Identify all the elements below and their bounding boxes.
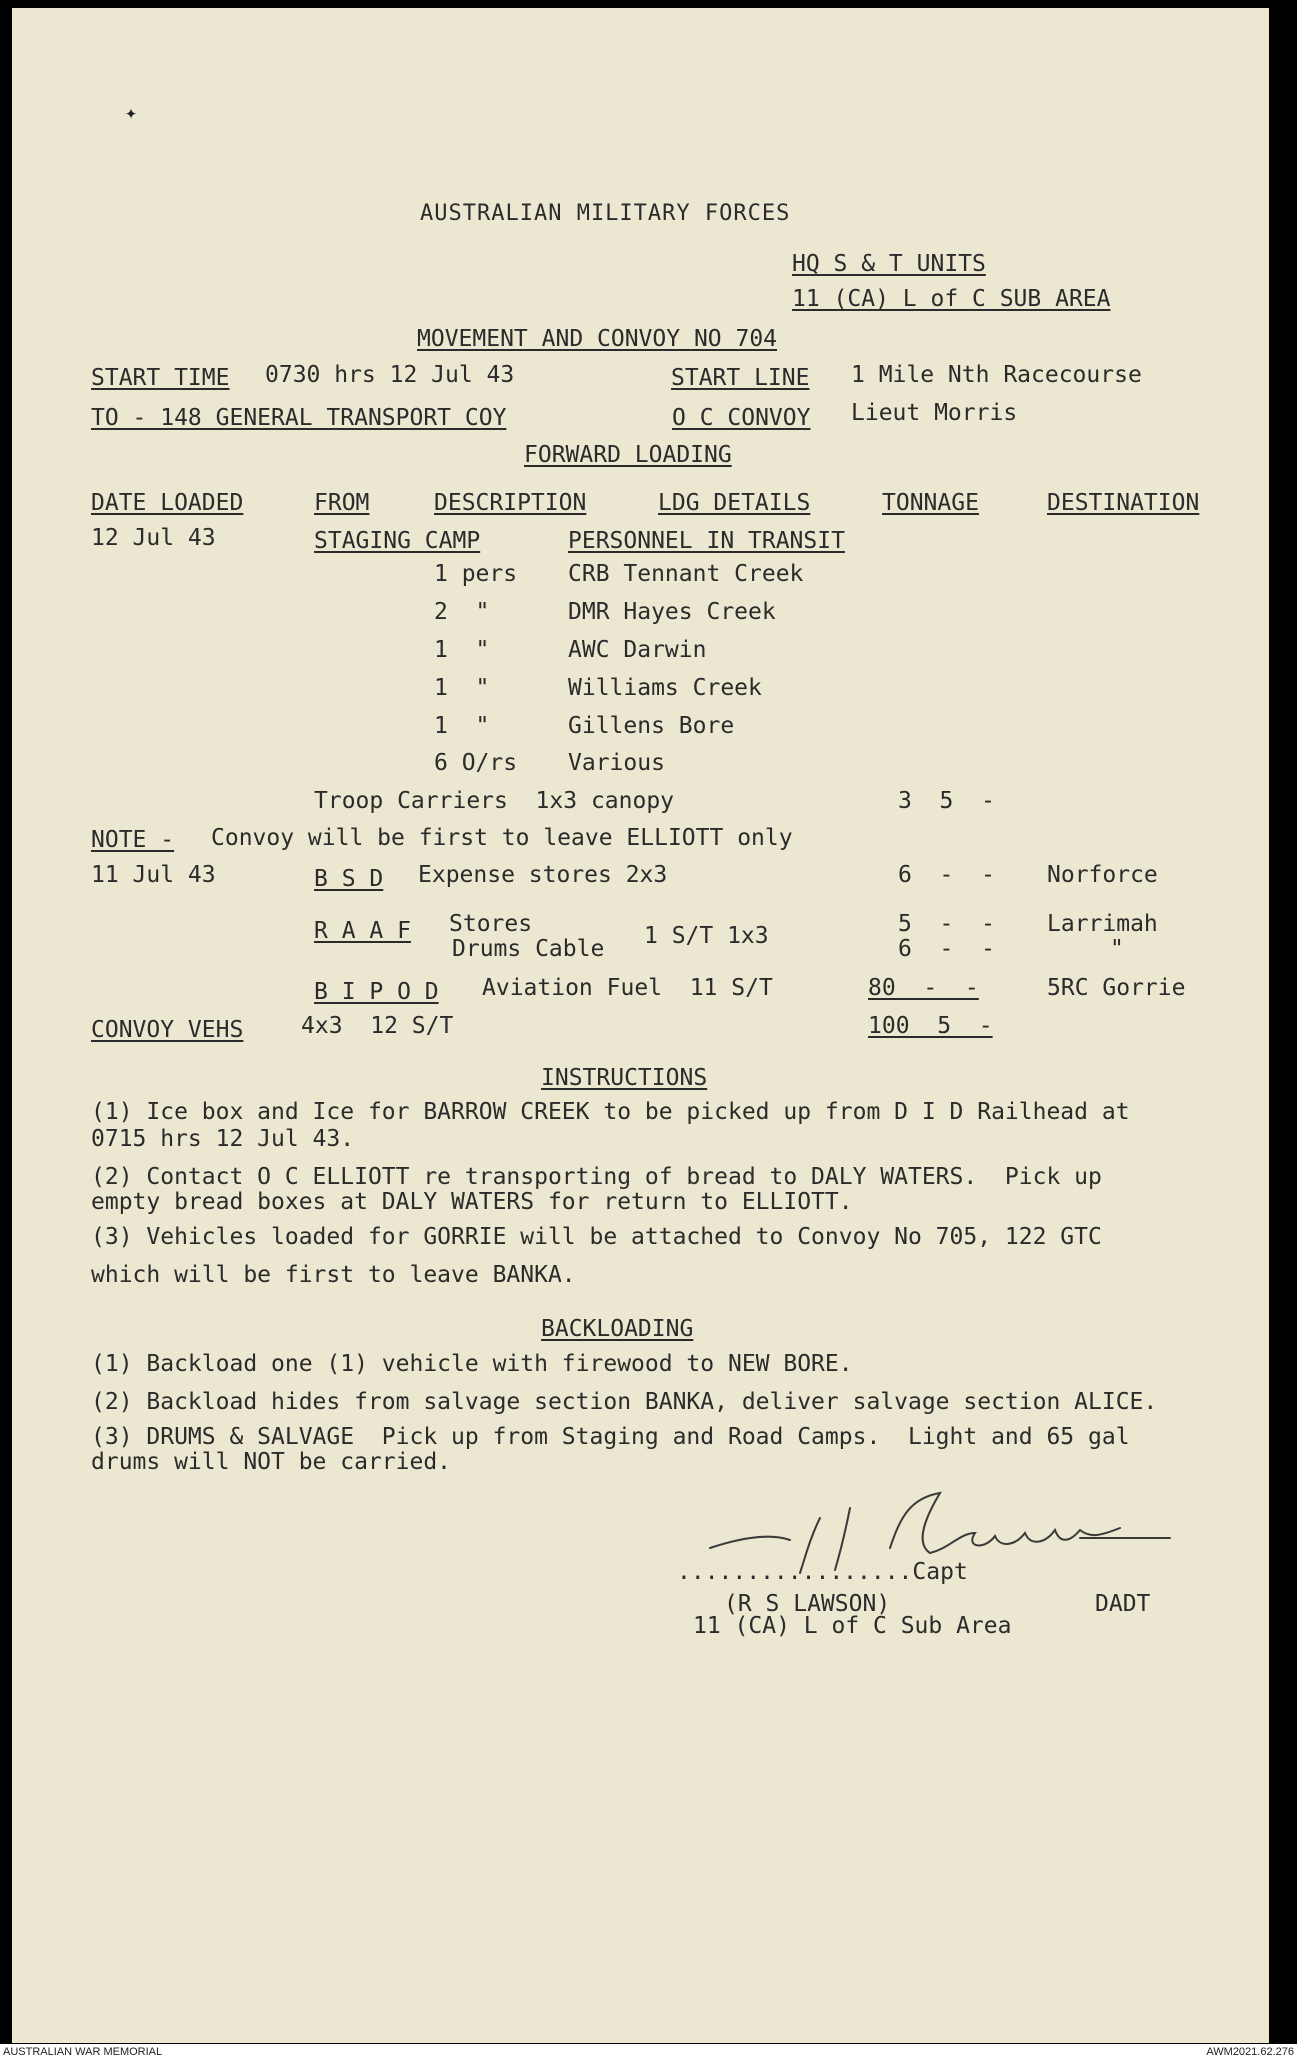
footer-accession-number: AWM2021.62.276	[1206, 2046, 1294, 2058]
raaf-tonnage-1: 5 - -	[898, 911, 995, 937]
hq-line-1: HQ S & T UNITS	[792, 251, 986, 277]
signature-line: .................Capt	[677, 1559, 968, 1585]
raaf-destination-2: "	[1110, 936, 1124, 962]
instruction-3-line-2: which will be first to leave BANKA.	[91, 1262, 576, 1288]
personnel-count: 1 "	[434, 713, 490, 739]
personnel-count: 1 pers	[434, 561, 518, 587]
convoy-vehs-value: 4x3 12 S/T	[301, 1013, 454, 1039]
note-label: NOTE -	[91, 827, 175, 853]
personnel-count: 6 O/rs	[434, 750, 518, 776]
personnel-detail: CRB Tennant Creek	[568, 561, 804, 587]
hq-line-2: 11 (CA) L of C SUB AREA	[792, 286, 1111, 312]
to-line: TO - 148 GENERAL TRANSPORT COY	[91, 405, 507, 431]
instruction-1-line-2: 0715 hrs 12 Jul 43.	[91, 1126, 355, 1152]
raaf-ldg-details: 1 S/T 1x3	[644, 923, 769, 949]
row1-date: 12 Jul 43	[91, 525, 216, 551]
raaf-source: R A A F	[314, 918, 411, 944]
signatory-unit: 11 (CA) L of C Sub Area	[693, 1613, 1012, 1639]
instruction-1-line-1: (1) Ice box and Ice for BARROW CREEK to be picked up from D I D Railhead at	[91, 1099, 1130, 1125]
raaf-description-1: Stores	[449, 911, 533, 937]
instructions-heading: INSTRUCTIONS	[541, 1065, 708, 1091]
personnel-detail: Various	[568, 750, 665, 776]
bsd-tonnage: 6 - -	[898, 862, 995, 888]
personnel-detail: Williams Creek	[568, 675, 762, 701]
instruction-2-line-1: (2) Contact O C ELLIOTT re transporting of bread to DALY WATERS. Pick up	[91, 1164, 1102, 1190]
personnel-count: 1 "	[434, 637, 490, 663]
col-description: DESCRIPTION	[434, 490, 587, 516]
convoy-vehs-label: CONVOY VEHS	[91, 1017, 244, 1043]
start-time-value: 0730 hrs 12 Jul 43	[265, 362, 515, 388]
personnel-detail: Gillens Bore	[568, 713, 735, 739]
col-destination: DESTINATION	[1047, 490, 1200, 516]
instruction-2-line-2: empty bread boxes at DALY WATERS for return to ELLIOTT.	[91, 1189, 853, 1215]
archive-footer	[0, 2044, 1297, 2061]
col-tonnage: TONNAGE	[882, 490, 979, 516]
footer-institution: AUSTRALIAN WAR MEMORIAL	[3, 2046, 163, 2058]
bipod-source: B I P O D	[314, 979, 439, 1005]
bipod-description: Aviation Fuel 11 S/T	[482, 975, 773, 1001]
raaf-description-2: Drums Cable	[452, 936, 605, 962]
total-tonnage: 100 5 -	[868, 1013, 993, 1039]
bsd-source: B S D	[314, 866, 384, 892]
bsd-description: Expense stores 2x3	[418, 862, 668, 888]
bipod-destination: 5RC Gorrie	[1047, 975, 1186, 1001]
row2-date: 11 Jul 43	[91, 862, 216, 888]
col-from: FROM	[314, 490, 370, 516]
backload-2: (2) Backload hides from salvage section BANKA, deliver salvage section ALICE.	[91, 1389, 1158, 1415]
org-heading: AUSTRALIAN MILITARY FORCES	[420, 201, 791, 226]
signatory-name: (R S LAWSON)	[724, 1591, 891, 1617]
start-time-label: START TIME	[91, 365, 230, 391]
pin-hole-mark: ✦	[125, 100, 138, 124]
oc-convoy-value: Lieut Morris	[851, 400, 1018, 426]
forward-loading-heading: FORWARD LOADING	[524, 442, 732, 468]
backloading-heading: BACKLOADING	[541, 1316, 694, 1342]
troop-tonnage: 3 5 -	[898, 788, 995, 814]
personnel-detail: DMR Hayes Creek	[568, 599, 776, 625]
start-line-value: 1 Mile Nth Racecourse	[851, 362, 1142, 388]
row1-from: STAGING CAMP	[314, 528, 481, 554]
bsd-destination: Norforce	[1047, 862, 1158, 888]
row1-description: PERSONNEL IN TRANSIT	[568, 528, 845, 554]
backload-1: (1) Backload one (1) vehicle with firewood to NEW BORE.	[91, 1351, 853, 1377]
bipod-tonnage: 80 - -	[868, 975, 979, 1001]
raaf-destination-1: Larrimah	[1047, 911, 1158, 937]
personnel-count: 2 "	[434, 599, 490, 625]
oc-convoy-label: O C CONVOY	[672, 405, 811, 431]
note-text: Convoy will be first to leave ELLIOTT only	[211, 825, 793, 851]
backload-3-line-1: (3) DRUMS & SALVAGE Pick up from Staging and Road Camps. Light and 65 gal	[91, 1424, 1130, 1450]
personnel-count: 1 "	[434, 675, 490, 701]
instruction-3-line-1: (3) Vehicles loaded for GORRIE will be attached to Convoy No 705, 122 GTC	[91, 1224, 1102, 1250]
raaf-tonnage-2: 6 - -	[898, 936, 995, 962]
document-title: MOVEMENT AND CONVOY NO 704	[417, 326, 778, 352]
personnel-detail: AWC Darwin	[568, 637, 707, 663]
backload-3-line-2: drums will NOT be carried.	[91, 1449, 452, 1475]
col-ldg-details: LDG DETAILS	[658, 490, 811, 516]
troop-carriers: Troop Carriers 1x3 canopy	[314, 788, 675, 814]
signature-rank: DADT	[1095, 1591, 1151, 1617]
start-line-label: START LINE	[671, 365, 810, 391]
col-date-loaded: DATE LOADED	[91, 490, 244, 516]
